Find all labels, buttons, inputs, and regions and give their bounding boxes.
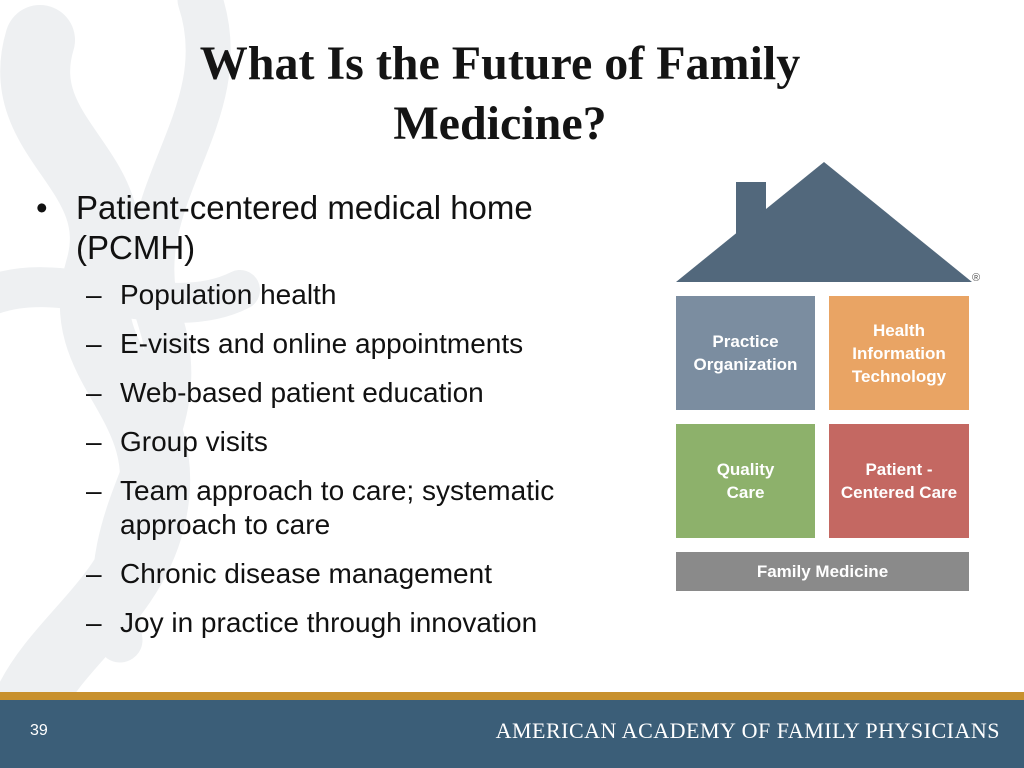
main-bullet-text: Patient-centered medical home (PCMH) bbox=[76, 189, 533, 266]
tile-label: Technology bbox=[851, 366, 947, 386]
tile-label: Practice bbox=[712, 332, 779, 351]
main-bullet bbox=[30, 188, 670, 268]
dash-marker: – bbox=[86, 426, 102, 457]
dash-marker: – bbox=[86, 558, 102, 589]
roof-shape bbox=[676, 162, 972, 282]
tile-quality-care bbox=[676, 424, 815, 538]
sub-bullet bbox=[86, 425, 670, 459]
tile-label: Centered Care bbox=[840, 483, 958, 502]
page-number: 39 bbox=[30, 722, 48, 739]
tile-label: Organization bbox=[693, 355, 798, 374]
tile-label: Patient - bbox=[865, 460, 933, 479]
tile-label: Care bbox=[726, 483, 765, 502]
bullet-list bbox=[30, 188, 670, 655]
tile-label: Quality bbox=[716, 460, 775, 479]
organization-name: AMERICAN ACADEMY OF FAMILY PHYSICIANS bbox=[495, 718, 1000, 743]
dash-marker: – bbox=[86, 279, 102, 310]
slide-footer bbox=[0, 700, 1024, 768]
dash-marker: – bbox=[86, 607, 102, 638]
tile-health-information-technology bbox=[829, 296, 969, 410]
dash-marker: – bbox=[86, 377, 102, 408]
sub-bullet bbox=[86, 474, 670, 542]
sub-bullet bbox=[86, 606, 670, 640]
sub-bullet bbox=[86, 376, 670, 410]
dash-marker: – bbox=[86, 328, 102, 359]
sub-bullet-text: Joy in practice through innovation bbox=[120, 607, 538, 638]
footer-accent-stripe bbox=[0, 692, 1024, 700]
dash-marker: – bbox=[86, 475, 102, 506]
sub-bullet-text: Population health bbox=[120, 279, 337, 310]
sub-bullet-list bbox=[30, 278, 670, 640]
title-line-2: Medicine? bbox=[393, 97, 607, 150]
sub-bullet bbox=[86, 327, 670, 361]
sub-bullet-text: Chronic disease management bbox=[120, 558, 492, 589]
tile-practice-organization bbox=[676, 296, 815, 410]
sub-bullet bbox=[86, 278, 670, 312]
bullet-marker: • bbox=[36, 189, 48, 226]
tile-patient-centered-care bbox=[829, 424, 969, 538]
pcmh-house-diagram bbox=[676, 160, 1006, 600]
house-roof bbox=[676, 160, 1006, 285]
title-line-1: What Is the Future of Family bbox=[199, 37, 801, 90]
registered-mark: ® bbox=[972, 272, 981, 284]
sub-bullet-text: E-visits and online appointments bbox=[120, 328, 524, 359]
tile-family-medicine-foundation bbox=[676, 552, 969, 591]
sub-bullet-text: Team approach to care; systematic approach to care bbox=[120, 475, 555, 540]
sub-bullet-text: Web-based patient education bbox=[120, 377, 484, 408]
tile-label: Information bbox=[852, 343, 946, 363]
slide-title bbox=[90, 34, 910, 154]
sub-bullet-text: Group visits bbox=[120, 426, 268, 457]
sub-bullet bbox=[86, 557, 670, 591]
tile-label: Health bbox=[873, 320, 925, 340]
tile-label: Family Medicine bbox=[756, 562, 889, 581]
